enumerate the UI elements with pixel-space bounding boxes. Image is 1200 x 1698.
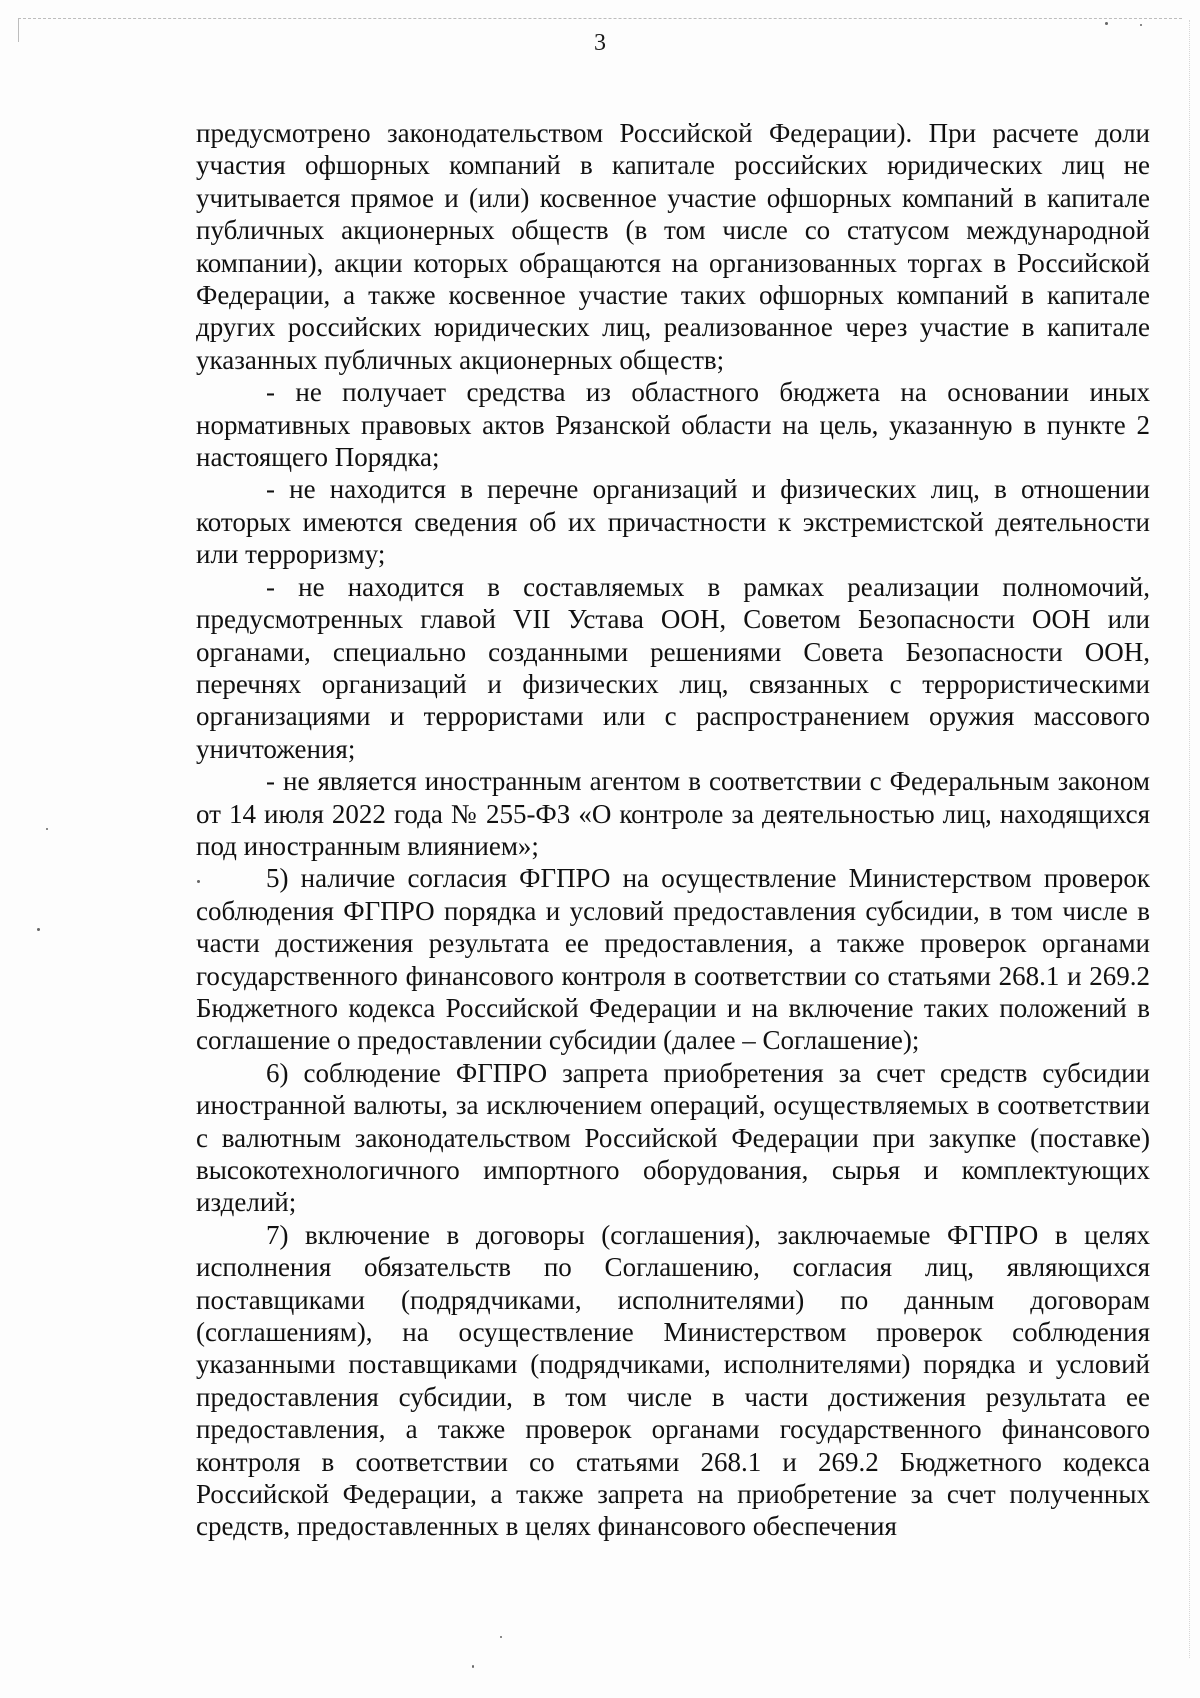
scan-speck: [1140, 24, 1142, 26]
scan-speck: [46, 828, 48, 830]
scan-border-top: [18, 18, 1182, 19]
paragraph: предусмотрено законодательством Российской Федерации). При расчете доли участия офшорных компаний в капитале российских юридических лиц не учитывается прямое и (или) косвенное участие офшорных компаний в капитале публичных акционерных обществ (в том числе со статусом международной компании), акции которых обращаются на организованных торгах в Российской Федерации, а также косвенное участие таких офшорных компаний в капитале других российских юридических лиц, реализованное через участие в капитале указанных публичных акционерных обществ;: [196, 118, 1150, 375]
paragraph-item-6: 6) соблюдение ФГПРО запрета приобретения за счет средств субсидии иностранной валюты, за исключением операций, осуществляемых в соответствии с валютным законодательством Российской Федерации при закупке (поставке) высокотехнологичного импортного оборудования, сырья и комплектующих изделий;: [196, 1057, 1150, 1218]
paragraph-bullet: - не получает средства из областного бюджета на основании иных нормативных правовых актов Рязанской области на цель, указанную в пункте 2 настоящего Порядка;: [196, 377, 1150, 473]
scan-speck: [1105, 22, 1108, 25]
scan-border-right: [1189, 20, 1190, 1658]
page-number: 3: [594, 30, 606, 56]
scan-speck: [37, 928, 40, 931]
paragraph-item-7: 7) включение в договоры (соглашения), заключаемые ФГПРО в целях исполнения обязательств по Соглашению, согласия лиц, являющихся поставщиками (подрядчиками, исполнителями) по данным договорам (соглашениям), на осуществление Министерством проверок соблюдения указанными поставщиками (подрядчиками, исполнителями) порядка и условий предоставления субсидии, в том числе в части достижения результата ее предоставления, а также проверок органами государственного финансового контроля в соответствии со статьями 268.1 и 269.2 Бюджетного кодекса Российской Федерации, а также запрета на приобретение за счет полученных средств, предоставленных в целях финансового обеспечения: [196, 1219, 1150, 1542]
paragraph-item-5: 5) наличие согласия ФГПРО на осуществление Министерством проверок соблюдения ФГПРО порядка и условий предоставления субсидии, в том числе в части достижения результата ее предоставления, а также проверок органами государственного финансового контроля в соответствии со статьями 268.1 и 269.2 Бюджетного кодекса Российской Федерации и на включение таких положений в соглашение о предоставлении субсидии (далее – Соглашение);: [196, 863, 1150, 1056]
scan-speck: [472, 1665, 474, 1668]
scan-speck: [500, 1636, 502, 1638]
paragraph-bullet: - не является иностранным агентом в соответствии с Федеральным законом от 14 июля 2022 года № 255-ФЗ «О контроле за деятельностью лиц, находящихся под иностранным влиянием»;: [196, 766, 1150, 861]
document-body: [196, 117, 1150, 1543]
paragraph-bullet: - не находится в перечне организаций и физических лиц, в отношении которых имеются сведения об их причастности к экстремистской деятельности или терроризму;: [196, 474, 1150, 570]
paragraph-bullet: - не находится в составляемых в рамках реализации полномочий, предусмотренных главой VII Устава ООН, Советом Безопасности ООН или органами, специально созданными решениями Совета Безопасности ООН, перечнях организаций и физических лиц, связанных с террористическими организациями и террористами или с распространением оружия массового уничтожения;: [196, 571, 1150, 764]
